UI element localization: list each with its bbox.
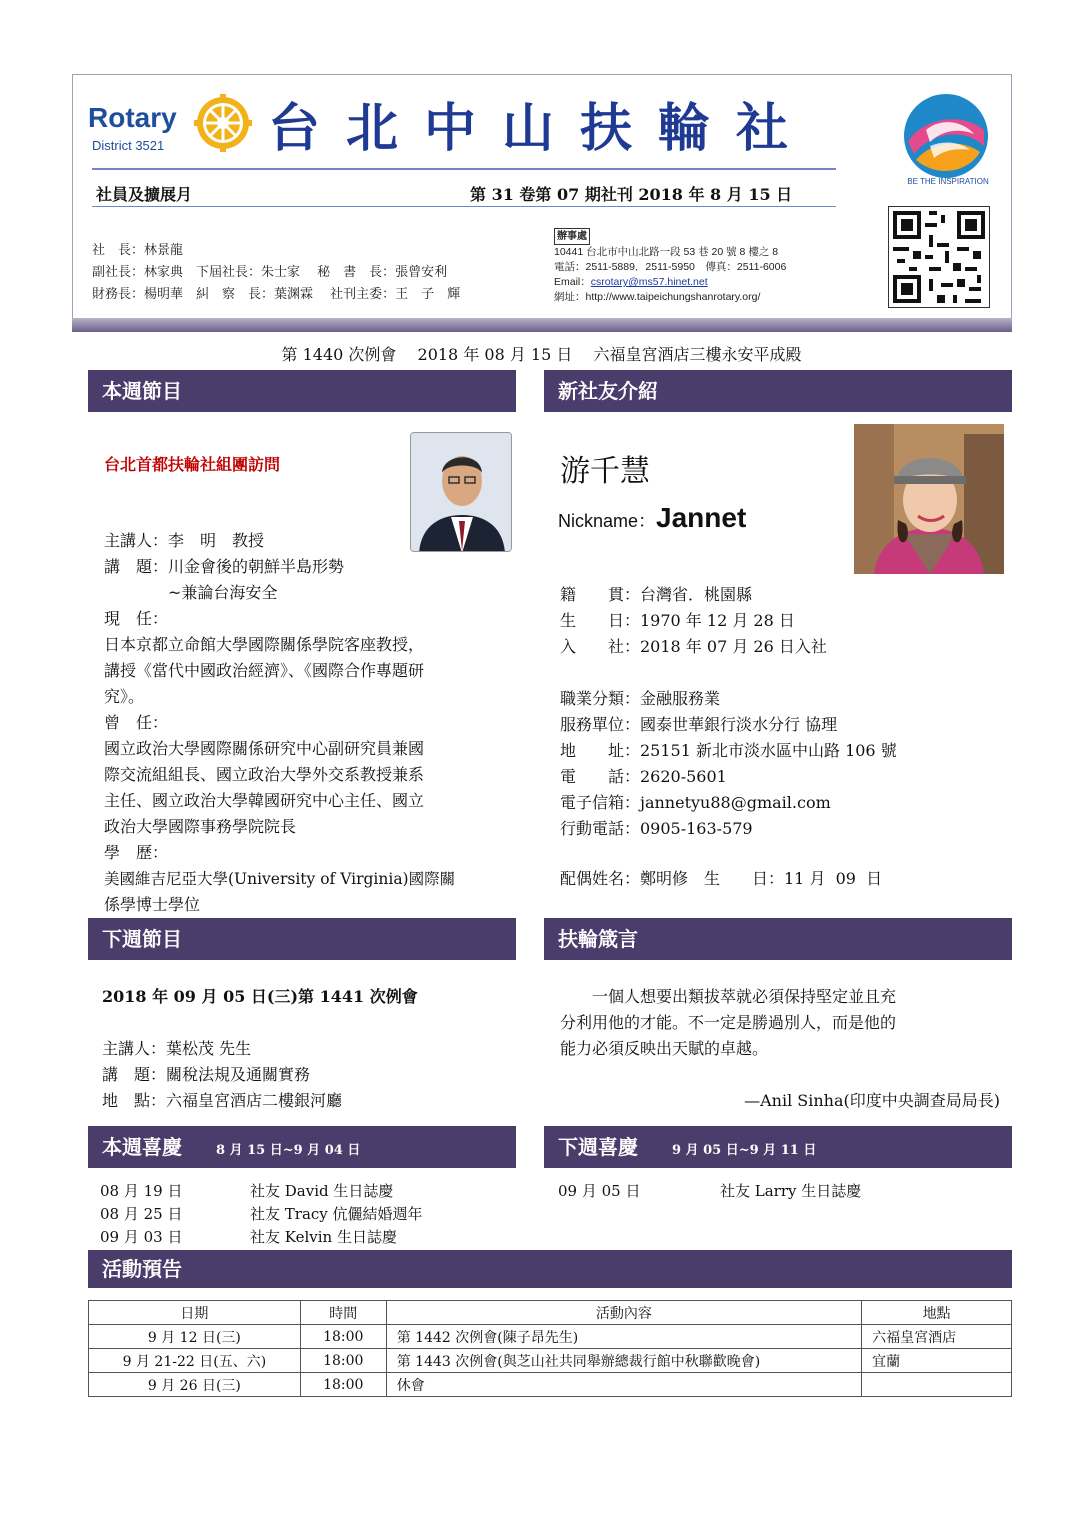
detail-line: ~兼論台海安全 [104,583,278,602]
profile-line: 行動電話：0905-163-579 [560,819,753,838]
event-time: 18:00 [300,1325,386,1349]
nickname-value: Jannet [656,502,747,533]
table-row [89,1373,1012,1397]
divider [92,206,836,207]
detail-line: 際交流組組長、國立政治大學外交系教授兼系 [104,765,425,784]
detail-line: 曾 任： [104,713,169,732]
table-row [89,1325,1012,1349]
section-heading-next-week [88,918,516,960]
member-name: 游千慧 [560,454,650,489]
office-info [554,228,786,305]
office-phone: 電話：2511-5889．2511-5950 傳真：2511-6006 [554,261,787,273]
detail-line: 講 題：關稅法規及通關實務 [102,1065,311,1084]
detail-line: 日本京都立命館大學國際關係學院客座教授， [104,635,425,654]
section-heading-motto [544,918,1012,960]
member-profile-a [560,582,827,660]
be-the-inspiration-logo [900,86,992,186]
office-website[interactable]: 網址：http://www.taipeichungshanrotary.org/ [554,291,761,303]
event-content: 第 1442 次例會(陳子昂先生) [386,1325,861,1349]
heading-text: 下週喜慶 [558,1135,638,1159]
detail-line: 究》。 [104,687,145,706]
officer-line: 社 長：林景龍 [92,243,184,258]
nickname-label: Nickname： [558,511,657,531]
detail-line: 講授《當代中國政治經濟》、《國際合作專題研 [104,661,425,680]
detail-line: 講 題：川金會後的朝鮮半島形勢 [104,557,345,576]
district-label: District 3521 [92,138,165,153]
heading-text: 下週節目 [102,927,182,951]
celebration-text: 社友 Larry 生日誌慶 [720,1182,862,1200]
detail-line: 現 任： [104,609,169,628]
motto-author: —Anil Sinha(印度中央調查局局長) [744,1091,1000,1110]
profile-line: 生 日：1970 年 12 月 28 日 [560,611,795,630]
detail-line: 地 點：六福皇宮酒店二樓銀河廳 [102,1091,343,1110]
motto-line: 分利用他的才能。不一定是勝過別人，而是他的 [560,1013,897,1032]
header-band [72,318,1012,332]
event-date: 9 月 21-22 日(五、六) [89,1349,301,1373]
celebration-date: 09 月 03 日 [100,1228,183,1246]
rotary-wordmark: Rotary [88,102,177,133]
next-week-details [102,1036,342,1114]
heading-text: 本週節目 [102,379,182,403]
celebration-text: 社友 Tracy 伉儷結婚週年 [250,1205,423,1223]
list-item [100,1180,423,1203]
table-row [89,1349,1012,1373]
celebration-text: 社友 David 生日誌慶 [250,1182,394,1200]
detail-line: 主講人：葉松茂 先生 [102,1039,252,1058]
profile-line: 職業分類：金融服務業 [560,689,721,708]
heading-text: 活動預告 [102,1257,182,1281]
event-location: 六福皇宮酒店 [862,1325,1012,1349]
celebrations-next-list [558,1180,861,1203]
email-label: Email： [554,276,591,288]
list-item [100,1226,423,1249]
section-heading-celebrations-this-week [88,1126,516,1168]
event-date: 9 月 12 日(三) [89,1325,301,1349]
celebration-date: 09 月 05 日 [558,1182,641,1200]
section-heading-celebrations-next-week [544,1126,1012,1168]
issue-info: 第 31 卷第 07 期社刊 2018 年 8 月 15 日 [470,185,793,204]
theme-month: 社員及擴展月 [96,185,193,204]
list-item [100,1203,423,1226]
profile-line: 入 社：2018 年 07 月 26 日入社 [560,637,827,656]
motto-line: 能力必須反映出天賦的卓越。 [560,1039,769,1058]
events-table [88,1300,1012,1397]
club-title: 台北中山扶輪社 [268,98,815,159]
detail-line: 主講人：李 明 教授 [104,531,265,550]
event-time: 18:00 [300,1349,386,1373]
rotary-logo [84,92,254,162]
profile-line: 電 話：2620-5601 [560,767,727,786]
program-title: 台北首都扶輪社組團訪問 [104,455,281,474]
table-header-row [89,1301,1012,1325]
section-heading-new-member [544,370,1012,412]
inspiration-tagline: BE THE INSPIRATION [907,177,989,186]
office-tag: 辦事處 [554,228,590,245]
motto-text [560,984,896,1062]
column-header: 時間 [300,1301,386,1325]
profile-line: 服務單位：國泰世華銀行淡水分行 協理 [560,715,838,734]
officer-line: 財務長：楊明華 糾 察 長：葉渊霖 社刊主委：王 子 輝 [92,287,461,302]
event-time: 18:00 [300,1373,386,1397]
event-content: 第 1443 次例會(與芝山社共同舉辦總裁行館中秋聯歡晚會) [386,1349,861,1373]
column-header: 地點 [862,1301,1012,1325]
divider [92,168,836,170]
celebrations-this-list [100,1180,423,1249]
motto-line: 一個人想要出類拔萃就必須保持堅定並且充 [560,987,897,1006]
spouse-line: 配偶姓名：鄭明修 生 日：11 月 09 日 [560,869,883,888]
event-date: 9 月 26 日(三) [89,1373,301,1397]
list-item [558,1180,861,1203]
office-address: 10441 台北市中山北路一段 53 巷 20 號 8 樓之 8 [554,246,779,258]
event-location [862,1373,1012,1397]
member-photo [854,424,1004,574]
section-heading-this-week [88,370,516,412]
heading-text: 本週喜慶 [102,1135,182,1159]
date-range: 9 月 05 日~9 月 11 日 [672,1143,817,1158]
qr-code-icon [888,206,990,308]
profile-line: 籍 貫：台灣省．桃園縣 [560,585,753,604]
date-range: 8 月 15 日~9 月 04 日 [216,1143,361,1158]
column-header: 日期 [89,1301,301,1325]
heading-text: 新社友介紹 [558,379,658,403]
celebration-date: 08 月 25 日 [100,1205,183,1223]
meeting-line: 第 1440 次例會 2018 年 08 月 15 日 六福皇宮酒店三樓永安平成殿 [281,345,802,364]
column-header: 活動內容 [386,1301,861,1325]
detail-line: 學 歷： [104,843,169,862]
detail-line: 政治大學國際事務學院院長 [104,817,297,836]
detail-line: 美國維吉尼亞大學(University of Virginia)國際關 [104,870,456,888]
officers-list [92,240,460,306]
this-week-details [104,528,455,918]
office-email-link[interactable]: csrotary@ms57.hinet.net [590,276,708,288]
event-location: 宜蘭 [862,1349,1012,1373]
detail-line: 主任、國立政治大學韓國研究中心主任、國立 [104,791,425,810]
profile-line: 電子信箱：jannetyu88@gmail.com [560,793,831,812]
section-heading-events [88,1250,1012,1288]
rotary-wheel-icon [194,94,252,152]
member-profile-b [560,686,897,842]
celebration-text: 社友 Kelvin 生日誌慶 [250,1228,397,1246]
nickname-row [558,500,746,539]
celebration-date: 08 月 19 日 [100,1182,183,1200]
next-meeting-title: 2018 年 09 月 05 日(三)第 1441 次例會 [102,987,418,1006]
detail-line: 係學博士學位 [104,895,201,914]
profile-line: 地 址：25151 新北市淡水區中山路 106 號 [560,741,897,760]
heading-text: 扶輪箴言 [558,927,638,951]
event-content: 休會 [386,1373,861,1397]
officer-line: 副社長：林家典 下屆社長：朱士家 秘 書 長：張曾安利 [92,265,448,280]
detail-line: 國立政治大學國際關係研究中心副研究員兼國 [104,739,425,758]
